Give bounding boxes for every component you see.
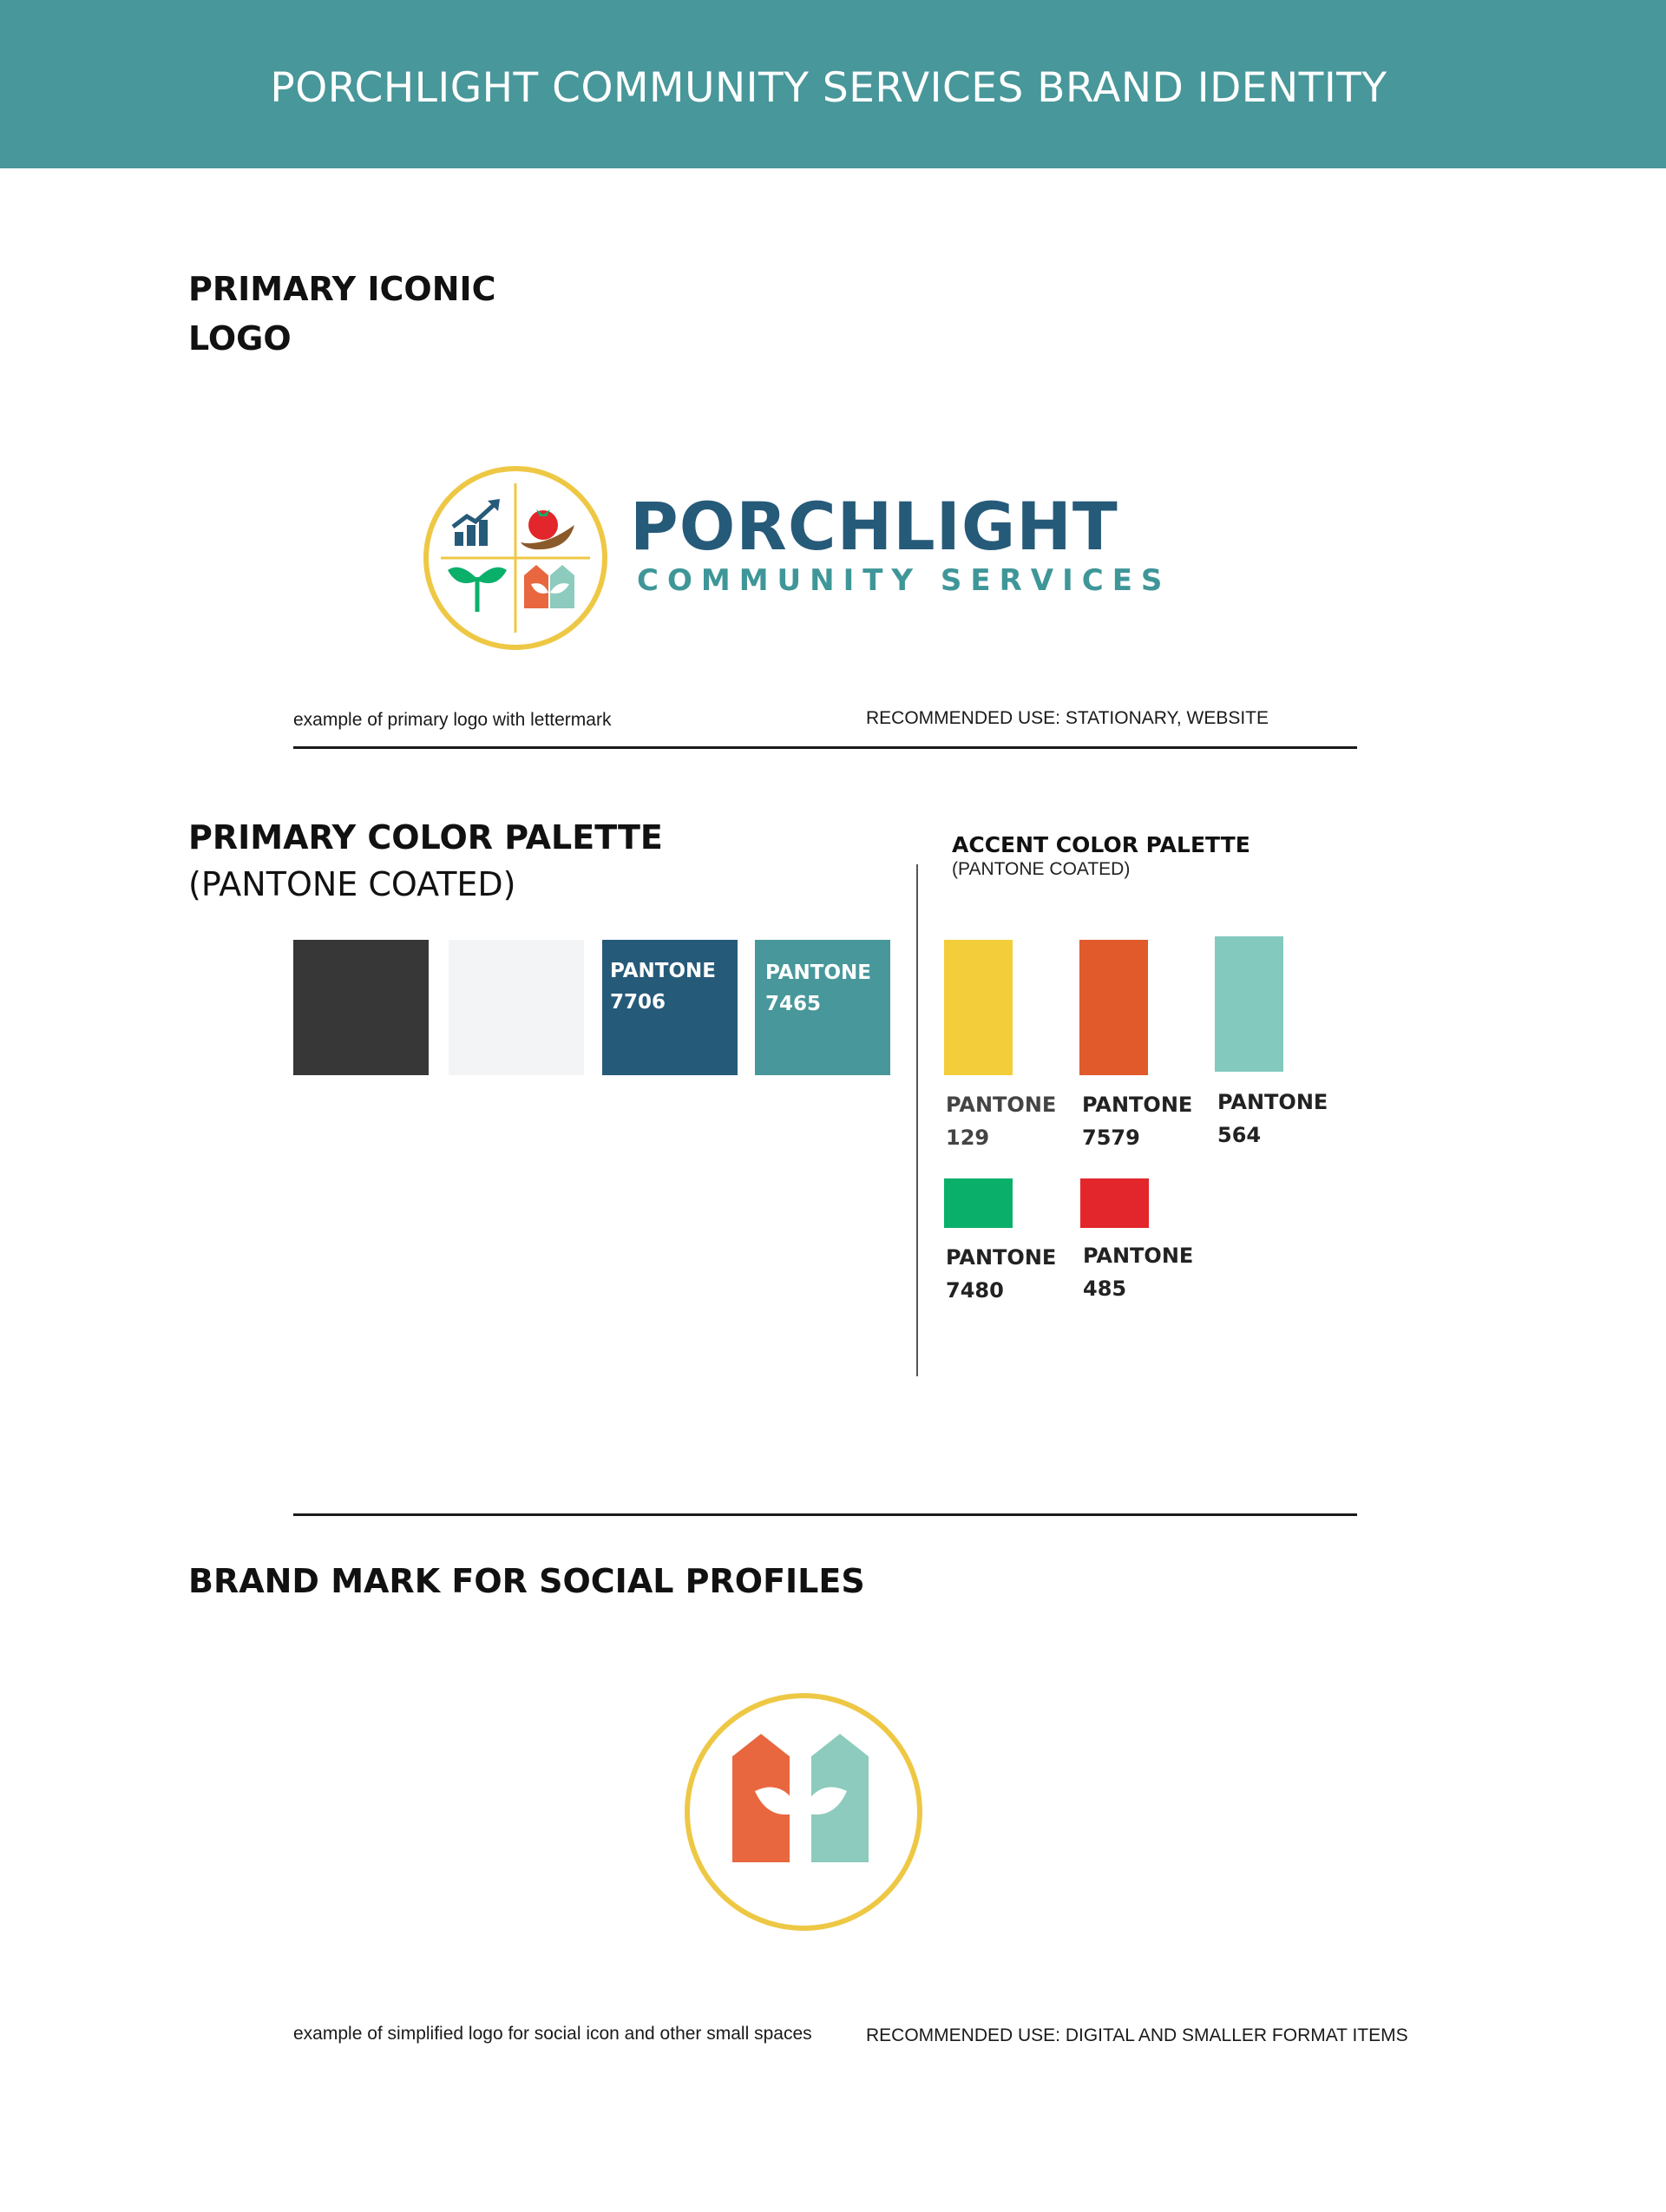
swatch-label: PANTONE 7706 <box>610 960 716 1014</box>
accent-label-7579: PANTONE 7579 <box>1082 1093 1193 1150</box>
swatch-pantone-129 <box>944 940 1013 1075</box>
swatch-pantone-485 <box>1080 1178 1149 1228</box>
accent-label-564: PANTONE 564 <box>1217 1090 1328 1147</box>
accent-label-7480: PANTONE 7480 <box>946 1245 1057 1303</box>
logo-emblem <box>422 464 609 652</box>
primary-palette-heading: PRIMARY COLOR PALETTE <box>188 818 663 857</box>
page-title: PORCHLIGHT COMMUNITY SERVICES BRAND IDENTITY <box>270 64 1387 112</box>
accent-label-485: PANTONE 485 <box>1083 1244 1194 1301</box>
primary-logo-heading-line2: LOGO <box>188 319 292 358</box>
social-mark-heading: BRAND MARK FOR SOCIAL PROFILES <box>188 1562 865 1600</box>
primary-logo-heading-line1: PRIMARY ICONIC <box>188 270 496 308</box>
social-mark-recommended-use: RECOMMENDED USE: DIGITAL AND SMALLER FORMAT ITEMS <box>866 2025 1408 2045</box>
primary-logo-heading <box>188 265 496 364</box>
swatch-pantone-564 <box>1215 936 1283 1072</box>
logo-tagline: COMMUNITY SERVICES <box>637 563 1171 598</box>
social-mark-caption: example of simplified logo for social icon and other small spaces <box>293 2024 812 2044</box>
primary-logo-recommended-use: RECOMMENDED USE: STATIONARY, WEBSITE <box>866 708 1269 728</box>
palette-divider <box>916 864 918 1376</box>
social-brand-mark <box>682 1690 925 1933</box>
swatch-pantone-7480 <box>944 1178 1013 1228</box>
swatch-pantone-7706 <box>602 940 738 1075</box>
accent-label-129: PANTONE 129 <box>946 1093 1057 1150</box>
swatch-light-grey <box>449 940 584 1075</box>
primary-palette-subheading: (PANTONE COATED) <box>188 865 516 903</box>
accent-palette-subheading: (PANTONE COATED) <box>952 859 1131 879</box>
swatch-pantone-7465 <box>755 940 890 1075</box>
section-divider <box>293 746 1357 749</box>
section-divider <box>293 1513 1357 1516</box>
swatch-label: PANTONE 7465 <box>765 962 871 1015</box>
primary-logo-caption: example of primary logo with lettermark <box>293 710 612 730</box>
swatch-pantone-7579 <box>1079 940 1148 1075</box>
accent-palette-heading: ACCENT COLOR PALETTE <box>952 832 1250 857</box>
swatch-dark-grey <box>293 940 429 1075</box>
logo-wordmark: PORCHLIGHT <box>630 488 1118 565</box>
